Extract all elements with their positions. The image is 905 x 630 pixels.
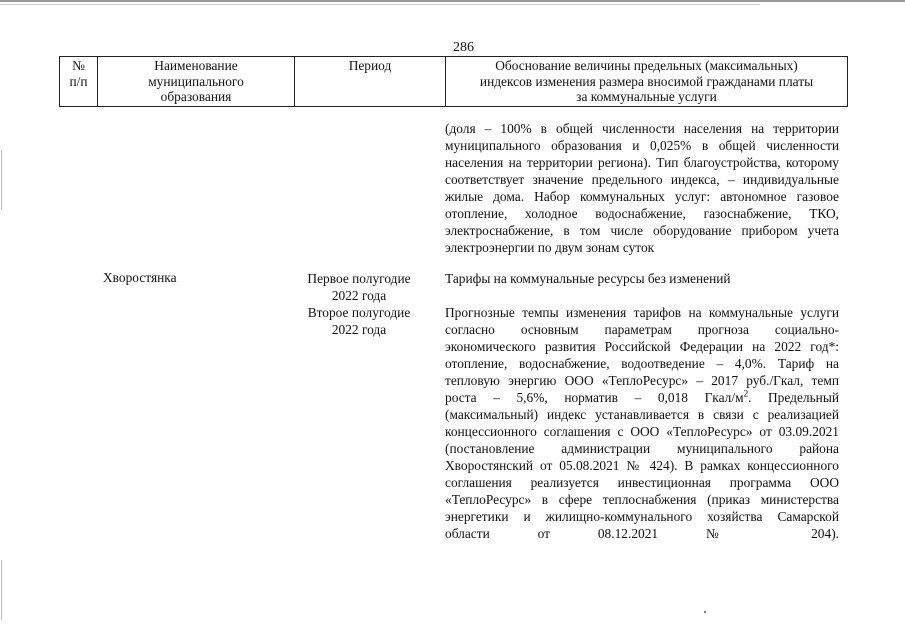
period-second-half: Второе полугодие 2022 года xyxy=(307,305,411,337)
superscript: 2 xyxy=(743,388,749,399)
scan-top-edge-secondary xyxy=(0,4,760,5)
scan-left-edge-mark xyxy=(1,150,2,210)
header-col-justification: Обоснование величины предельных (максимальных) индексов изменения размера вносимой гражданами платы за коммунальные услуги xyxy=(446,57,848,107)
table-header xyxy=(59,56,848,107)
justification-text-part: . Предельный (максимальный) индекс устанавливается в связи с реализацией концессионного соглашения с ООО «ТеплоРесурс» от 03.09.2021 (постановление администрации муниципального района Хворостянский от 05.08.2021 № 424). В рамках концессионного соглашения реализуется инвестиционная программа ООО «ТеплоРесурс» в сфере теплоснабжения (приказ министерства энергетики и жилищно-коммунального хозяйства Самарской области от 08.12.2021 № 204). xyxy=(445,390,840,541)
header-col-municipality: Наименование муниципального образования xyxy=(98,57,295,107)
municipality-name: Хворостянка xyxy=(103,270,177,285)
justification-first-half: Тарифы на коммунальные ресурсы без изменений xyxy=(445,271,731,286)
scan-dust-dot xyxy=(704,611,706,613)
justification-text-part: Прогнозные темпы изменения тарифов на коммунальные услуги согласно основным параметрам прогноза социально-экономического развития Российской Федерации на 2022 год*: отопление, водоснабжение, водоотведение – 4,0%. Тариф на тепловую энергию ООО «ТеплоРесурс» – 2017 руб./Гкал, темп роста – 5,6%, норматив – 0,018 Гкал/м xyxy=(445,305,839,405)
period-first-half: Первое полугодие 2022 года xyxy=(307,271,411,303)
scan-top-edge xyxy=(0,0,905,2)
justification-second-half xyxy=(445,304,839,542)
header-col-number: № п/п xyxy=(60,57,98,107)
continuation-text: (доля – 100% в общей численности населения на территории муниципального образования и 0,025% в общей численности населения на территории региона). Тип благоустройства, которому соответствует значение предельного индекса, – индивидуальные жилые дома. Набор коммунальных услуг: автономное газовое отопление, холодное водоснабжение, газоснабжение, ТКО, электроснабжение, в том числе оборудование прибором учета электроэнергии по двум зонам суток xyxy=(445,121,839,255)
scan-left-edge-mark xyxy=(1,560,2,620)
header-col-period: Период xyxy=(295,57,446,107)
page-number: 286 xyxy=(453,40,474,55)
